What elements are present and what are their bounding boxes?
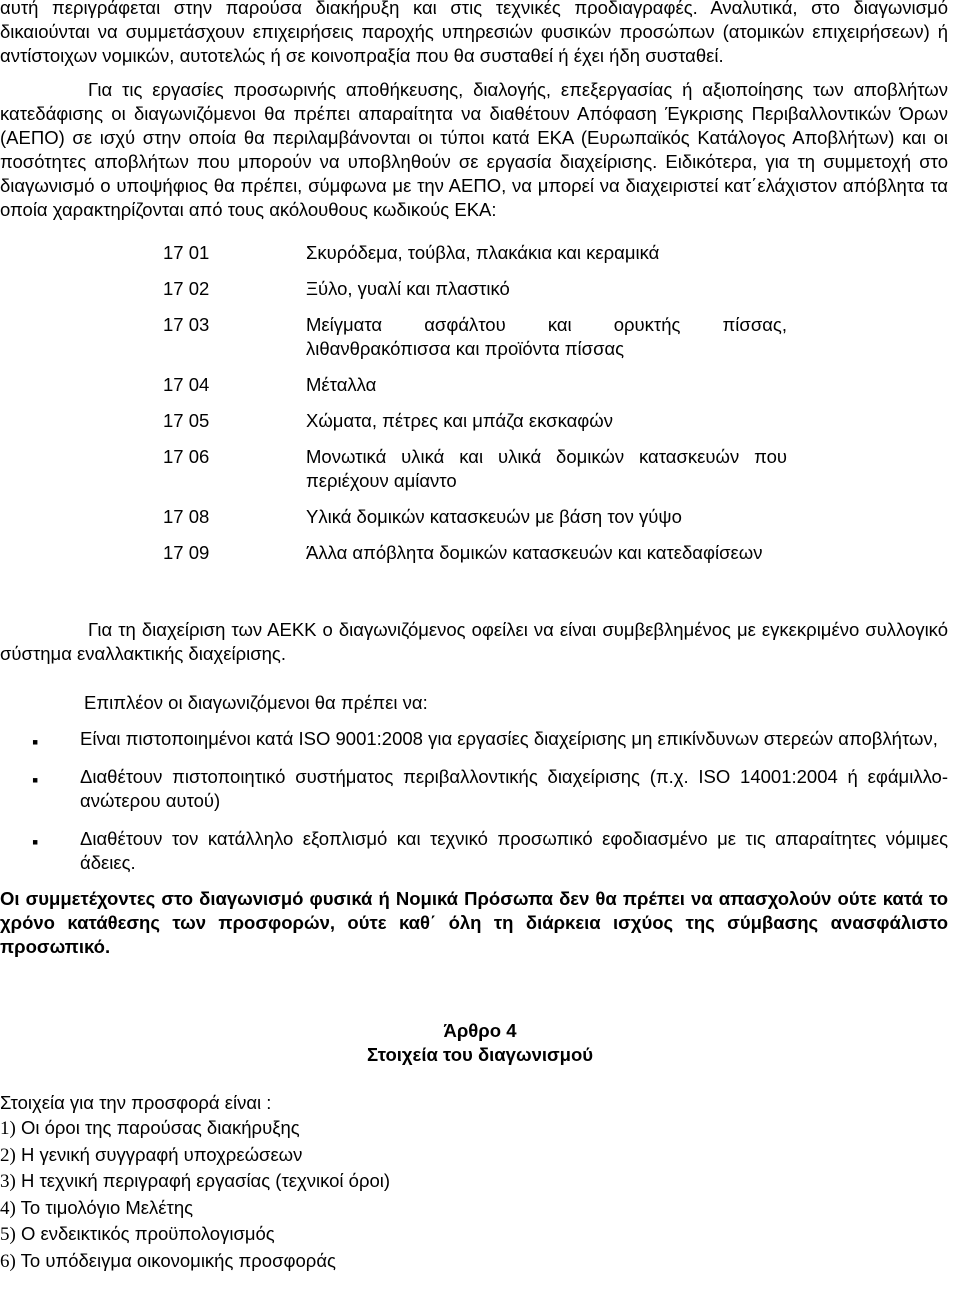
list-item (0, 727, 948, 751)
list-item (0, 765, 948, 813)
eka-code: 17 06 (163, 446, 210, 467)
eka-description: Μείγματα ασφάλτου και ορυκτής πίσσας, λιθανθρακόπισσα και προϊόντα πίσσας (306, 314, 787, 359)
eka-code: 17 02 (163, 278, 210, 299)
list-item (0, 1115, 960, 1142)
list-item (0, 1221, 960, 1248)
eka-code: 17 03 (163, 314, 210, 335)
offer-items-list (0, 1115, 960, 1274)
table-row (149, 235, 795, 271)
items-intro: Στοιχεία για την προσφορά είναι : (0, 1092, 272, 1113)
list-item (0, 1168, 960, 1195)
requirements-list (0, 727, 948, 875)
table-row (149, 271, 795, 307)
item-text: Το υπόδειγμα οικονομικής προσφοράς (20, 1249, 336, 1271)
eka-code: 17 08 (163, 506, 210, 527)
item-text: Η γενική συγγραφή υποχρεώσεων (20, 1143, 303, 1165)
table-row (149, 535, 795, 571)
eka-description: Χώματα, πέτρες και μπάζα εκσκαφών (306, 410, 613, 431)
item-number: 1) (0, 1118, 16, 1139)
eka-description: Μονωτικά υλικά και υλικά δομικών κατασκευών που περιέχουν αμίαντο (306, 446, 787, 491)
table-row (149, 403, 795, 439)
item-number: 2) (0, 1144, 16, 1166)
square-bullet-icon: ▪ (32, 732, 39, 752)
article-heading (0, 1019, 960, 1067)
intro-paragraph: αυτή περιγράφεται στην παρούσα διακήρυξη και στις τεχνικές προδιαγραφές. Αναλυτικά, στο διαγωνισμό δικαιούνται να συμμετάσχουν επιχειρήσεις παροχής υπηρεσιών φυσικών προσώπων (ατομικών επιχειρήσεων) ή αντίστοιχων νομικών, αυτοτελώς ή σε κοινοπραξία που θα συσταθεί ή έχει ήδη συσταθεί. (0, 0, 948, 66)
item-text: Οι όροι της παρούσας διακήρυξης (20, 1117, 300, 1138)
insurance-paragraph: Οι συμμετέχοντες στο διαγωνισμό φυσικά ή Νομικά Πρόσωπα δεν θα πρέπει να απασχολούν ούτε κατά το χρόνο κατάθεσης των προσφορών, ούτε καθ΄ όλη τη διάρκεια ισχύος της σύμβασης ανασφάλιστο προσωπικό. (0, 888, 948, 957)
square-bullet-icon: ▪ (32, 770, 39, 790)
eka-description: Μέταλλα (306, 374, 377, 395)
table-row (149, 439, 795, 499)
item-number: 3) (0, 1171, 16, 1192)
eka-code: 17 04 (163, 374, 210, 395)
aepo-paragraph: Για τις εργασίες προσωρινής αποθήκευσης, διαλογής, επεξεργασίας ή αξιοποίησης των αποβλήτων κατεδάφισης οι διαγωνιζόμενοι θα πρέπει απαραίτητα να διαθέτουν Απόφαση Έγκρισης Περιβαλλοντικών Όρων (ΑΕΠΟ) σε ισχύ στην οποία θα περιλαμβάνονται οι τύποι κατά ΕΚΑ (Ευρωπαϊκός Κατάλογος Αποβλήτων) και οι ποσότητες αποβλήτων που μπορούν να υποβληθούν σε εργασία διαχείρισης. Ειδικότερα, για τη συμμετοχή στο διαγωνισμό ο υποψήφιος θα πρέπει, σύμφωνα με την ΑΕΠΟ, να μπορεί να διαχειριστεί κατ΄ελάχιστον απόβλητα τα οποία χαρακτηρίζονται από τους ακόλουθους κωδικούς ΕΚΑ: (0, 79, 948, 220)
article-number: Άρθρο 4 (443, 1020, 517, 1041)
eka-description: Ξύλο, γυαλί και πλαστικό (306, 278, 510, 299)
list-item-text: Διαθέτουν πιστοποιητικό συστήματος περιβαλλοντικής διαχείρισης (π.χ. ISO 14001:2004 ή εφάμιλλο-ανώτερου αυτού) (80, 766, 948, 811)
table-row (149, 367, 795, 403)
eka-description: Σκυρόδεμα, τούβλα, πλακάκια και κεραμικά (306, 242, 660, 263)
item-text: Ο ενδεικτικός προϋπολογισμός (20, 1223, 275, 1244)
table-row (149, 307, 795, 367)
eka-code: 17 01 (163, 242, 210, 263)
list-item-text: Είναι πιστοποιημένοι κατά ISO 9001:2008 για εργασίες διαχείρισης μη επικίνδυνων στερεών αποβλήτων, (80, 728, 938, 749)
requirements-intro: Επιπλέον οι διαγωνιζόμενοι θα πρέπει να: (84, 692, 428, 713)
list-item (0, 1195, 960, 1222)
item-number: 5) (0, 1224, 16, 1245)
square-bullet-icon: ▪ (32, 832, 39, 852)
article-title: Στοιχεία του διαγωνισμού (366, 1044, 594, 1065)
item-text: Το τιμολόγιο Μελέτης (20, 1196, 194, 1218)
list-item (0, 1248, 960, 1275)
item-number: 4) (0, 1197, 16, 1219)
item-text: Η τεχνική περιγραφή εργασίας (τεχνικοί όροι) (20, 1170, 391, 1191)
table-row (149, 499, 795, 535)
eka-code: 17 05 (163, 410, 210, 431)
eka-code: 17 09 (163, 542, 210, 563)
aekk-paragraph: Για τη διαχείριση των ΑΕΚΚ ο διαγωνιζόμενος οφείλει να είναι συμβεβλημένος με εγκεκριμένο συλλογικό σύστημα εναλλακτικής διαχείρισης. (0, 619, 948, 664)
item-number: 6) (0, 1250, 16, 1272)
eka-description: Υλικά δομικών κατασκευών με βάση τον γύψο (306, 506, 682, 527)
eka-description: Άλλα απόβλητα δομικών κατασκευών και κατεδαφίσεων (306, 542, 763, 563)
eka-codes-table (149, 235, 795, 571)
list-item-text: Διαθέτουν τον κατάλληλο εξοπλισμό και τεχνικό προσωπικό εφοδιασμένο με τις απαραίτητες νόμιμες άδειες. (80, 828, 948, 873)
list-item (0, 827, 948, 875)
list-item (0, 1142, 960, 1169)
